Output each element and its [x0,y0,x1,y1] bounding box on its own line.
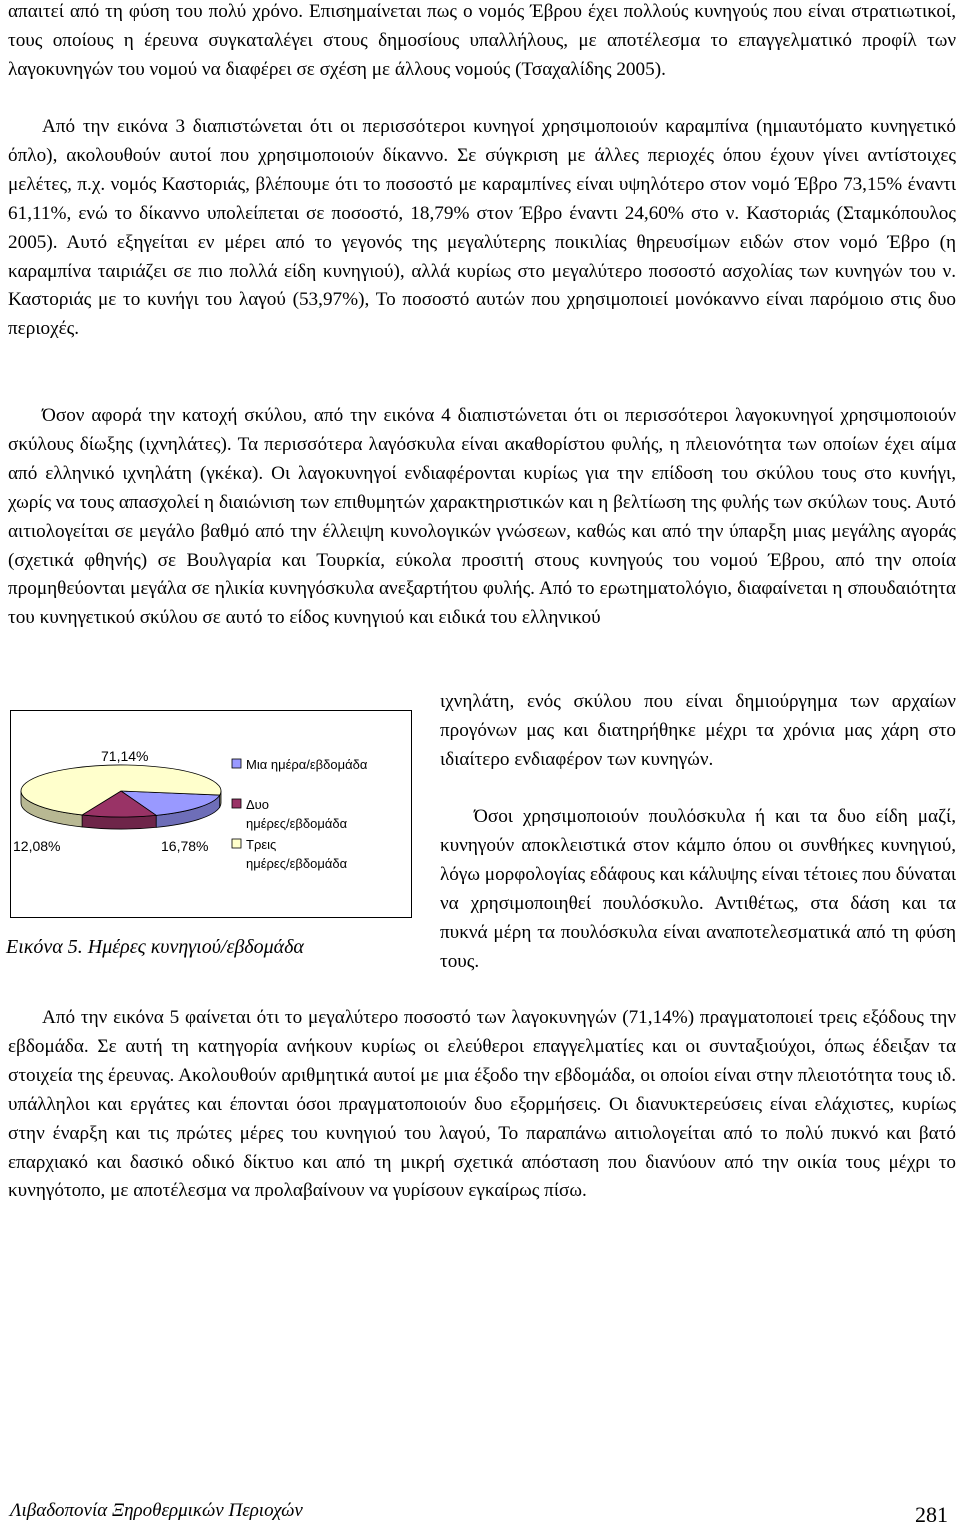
pie-data-label-0: 16,78% [161,838,209,854]
pie-chart-svg [11,711,413,919]
paragraph-5: Από την εικόνα 5 φαίνεται ότι το μεγαλύτερο ποσοστό των λαγοκυνηγών (71,14%) πραγματοποιεί τρεις εξόδους την εβδομάδα. Σε αυτή τη κατηγορία ανήκουν κυρίως οι ελεύθεροι επαγγελματίες και οι συνταξιούχοι, όπως έδειξαν τα στοιχεία της έρευνας. Ακολουθούν αριθμητικά αυτοί με μια έξοδο την εβδομάδα, οι οποίοι είναι στην πλειοτότητα τους ιδ. υπάλληλοι και εργάτες και έπονται όσοι πραγματοποιούν δυο εξορμήσεις. Οι διανυκτερεύσεις είναι ελάχιστες, κυρίως στην έναρξη και τις πρώτες μέρες του κυνηγιού του λαγού, Το παραπάνω αιτιολογείται από το πολύ πυκνό και βατό επαρχιακό και δασικό οδικό δίκτυο και από τη μικρή σχετικά απόσταση που διανύουν από την οικία τους μέχρι το κυνηγότοπο, με αποτέλεσμα να προλαβαίνουν να γυρίσουν εγκαίρως πίσω. [8,1007,956,1202]
legend-label-0-0: Μια ημέρα/εβδομάδα [246,757,368,772]
legend-label-2-0: Τρεις [246,837,277,852]
pie-data-label-1: 12,08% [13,838,61,854]
paragraph-3: Όσον αφορά την κατοχή σκύλου, από την εικόνα 4 διαπιστώνεται ότι οι περισσότεροι λαγοκυνηγοί χρησιμοποιούν σκύλους δίωξης (ιχνηλάτες). Τα περισσότερα λαγόσκυλα είναι ακαθορίστου φυλής, η πλειονότητα των οποίων έχει αίμα από ελληνικό ιχνηλάτη (γκέκα). Οι λαγοκυνηγοί ενδιαφέρονται κυρίως για την επίδοση του σκύλου τους στο κυνήγι, χωρίς να τους απασχολεί η διαιώνιση των επιθυμητών χαρακτηριστικών και η βελτίωση της φυλής των σκύλων τους. Αυτό αιτιολογείται σε μεγάλο βαθμό από την έλλειψη κυνολογικών γνώσεων, καθώς και από την ύπαρξη μιας μεγάλης αγοράς (σχετικά φθηνής) σε Βουλγαρία και Τουρκία, εύκολα προσιτή στους κυνηγούς του νομού Έβρου, από την οποία προμηθεύονται μεγάλα σε ηλικία κυνηγόσκυλα ανεξαρτήτου φυλής. Από το ερωτηματολόγιο, διαφαίνεται η σπουδαιότητα του κυνηγετικού σκύλου σε αυτό το είδος κυνηγιού και ειδικά του ελληνικού [8,405,956,629]
figure-caption: Εικόνα 5. Ημέρες κυνηγιού/εβδομάδα [6,936,304,958]
pie-chart [10,710,412,918]
legend-swatch-1 [232,799,241,808]
legend-swatch-0 [232,759,241,768]
paragraph-2: Από την εικόνα 3 διαπιστώνεται ότι οι περισσότεροι κυνηγοί χρησιμοποιούν καραμπίνα (ημιαυτόματο κυνηγετικό όπλο), ακολουθούν αυτοί που χρησιμοποιούν δίκαννο. Σε σύγκριση με άλλες περιοχές όπου έχουν γίνει αντίστοιχες μελέτες, π.χ. νομός Καστοριάς, βλέπουμε ότι το ποσοστό με καραμπίνες είναι υψηλότερο στον νομό Έβρο 73,15% έναντι 61,11%, ενώ το δίκαννο υπολείπεται σε ποσοστό, 18,79% στον Έβρο έναντι 24,60% στο ν. Καστοριάς (Σταμκόπουλος 2005). Αυτό εξηγείται εν μέρει από το γεγονός της μεγαλύτερης ποικιλίας θηρευσίμων ειδών στον νομό Έβρο (η καραμπίνα ταιριάζει σε πιο πολλά είδη κυνηγιού), αλλά κυρίως στο μεγαλύτερο ποσοστό ασχολίας των κυνηγών του ν. Καστοριάς με το κυνήγι του λαγού (53,97%), Το ποσοστό αυτών που χρησιμοποιεί μονόκαννο είναι παρόμοιο στις δυο περιοχές. [8,116,956,340]
legend-label-1-1: ημέρες/εβδομάδα [246,816,348,831]
footer-title: Λιβαδοπονία Ξηροθερμικών Περιοχών [10,1500,303,1521]
legend-swatch-2 [232,839,241,848]
page-number: 281 [915,1502,948,1527]
paragraph-wrap-1: ιχνηλάτη, ενός σκύλου που είναι δημιούργημα των αρχαίων προγόνων μας και διατηρήθηκε μέχρι τα χρόνια μας χάρη στο ιδιαίτερο ενδιαφέρον των κυνηγών. [440,691,956,770]
legend-label-2-1: ημέρες/εβδομάδα [246,856,348,871]
paragraph-1: απαιτεί από τη φύση του πολύ χρόνο. Επισημαίνεται πως ο νομός Έβρου έχει πολλούς κυνηγούς που είναι στρατιωτικοί, τους οποίους η έρευνα συγκαταλέγει στους δημοσίους υπαλλήλους, με αποτέλεσμα το επαγγελματικό προφίλ των λαγοκυνηγών του νομού να διαφέρει σε σχέση με άλλους νομούς (Τσαχαλίδης 2005). [8,1,956,80]
legend-label-1-0: Δυο [246,797,270,812]
pie-data-label-2: 71,14% [101,748,149,764]
paragraph-wrap-2: Όσοι χρησιμοποιούν πουλόσκυλα ή και τα δυο είδη μαζί, κυνηγούν αποκλειστικά στον κάμπο όπου οι συνθήκες κυνηγιού, λόγω μορφολογίας εδάφους και κάλυψης είναι τέτοιες που δύναται να χρησιμοποιηθεί πουλόσκυλο. Αντιθέτως, στα δάση και τα πυκνά μέρη τα πουλόσκυλα είναι αναποτελεσματικά από τη φύση τους. [440,806,956,972]
